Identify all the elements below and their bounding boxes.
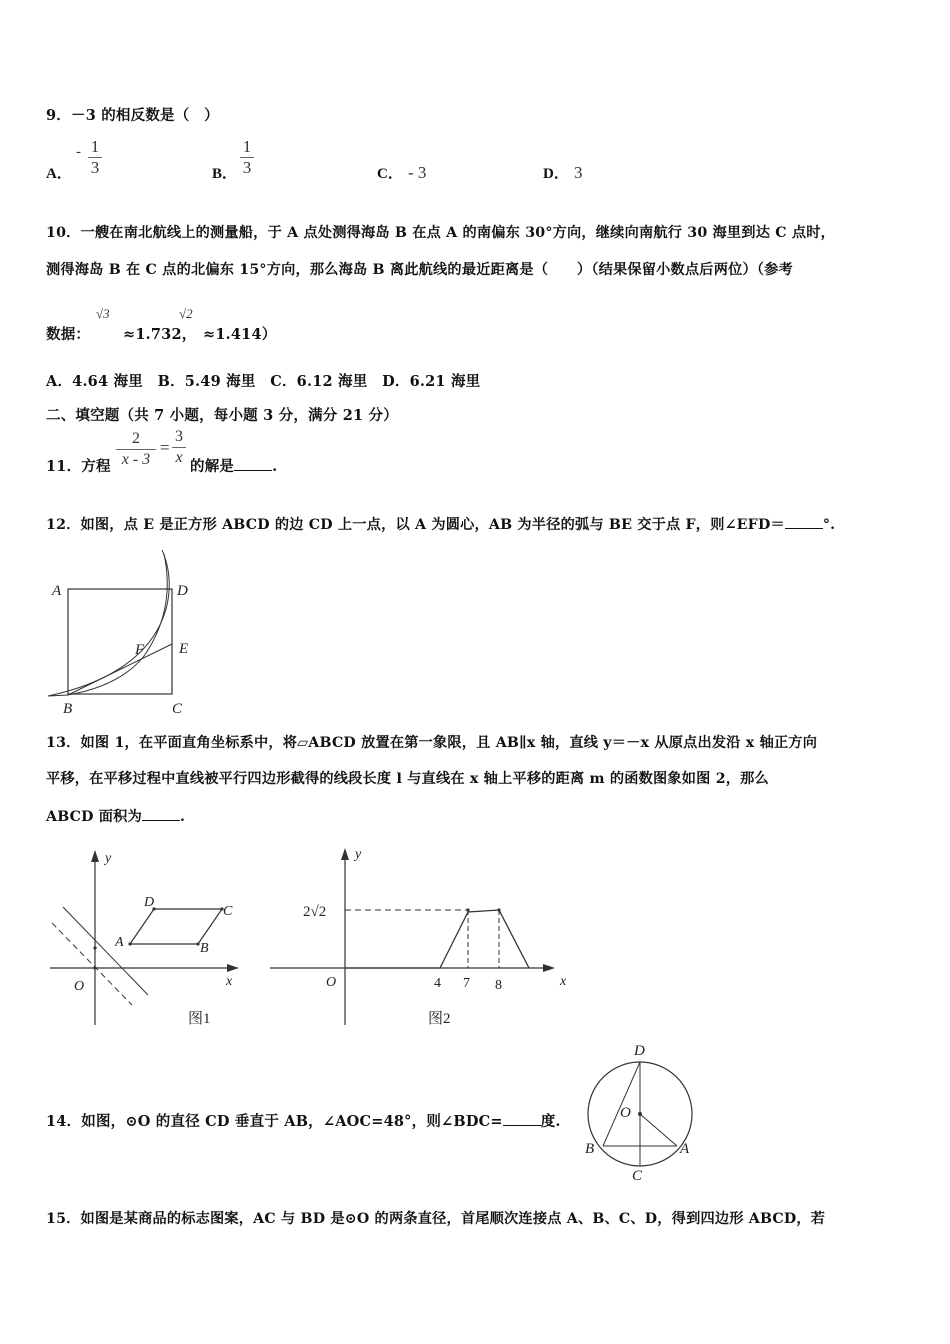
svg-text:4: 4 bbox=[434, 976, 441, 991]
q13-line2: 平移，在平移过程中直线被平行四边形截得的线段长度 l 与直线在 x 轴上平移的距离 m 的函数图象如图 2，那么 bbox=[46, 771, 769, 787]
q12-square-figure bbox=[40, 550, 210, 720]
fraction-one-third: 1 3 bbox=[88, 138, 102, 177]
q11-prefix: 11．方程 bbox=[46, 458, 111, 475]
q13-line1: 13．如图 1，在平面直角坐标系中，将▱ABCD 放置在第一象限，且 AB∥x 轴，直线 y＝－x 从原点出发沿 x 轴正方向 bbox=[46, 735, 818, 751]
svg-text:C: C bbox=[632, 1168, 643, 1184]
svg-text:A: A bbox=[52, 583, 62, 599]
svg-text:D: D bbox=[634, 1043, 645, 1059]
svg-text:x: x bbox=[560, 974, 567, 989]
equals-sign: = bbox=[160, 438, 170, 457]
svg-text:O: O bbox=[74, 979, 85, 994]
q13-figure-2-function-graph bbox=[265, 840, 575, 1035]
q10-reference-data bbox=[46, 306, 466, 342]
ref-prefix: 数据： bbox=[46, 326, 91, 343]
q9-stem: 9．－3 的相反数是（ ） bbox=[46, 107, 219, 124]
svg-text:D: D bbox=[177, 583, 188, 599]
option-label: D． bbox=[543, 166, 569, 182]
svg-text:A: A bbox=[680, 1141, 690, 1157]
svg-text:y: y bbox=[355, 847, 362, 862]
svg-text:A: A bbox=[115, 935, 124, 950]
svg-text:y: y bbox=[105, 851, 112, 866]
svg-text:B: B bbox=[585, 1141, 595, 1157]
svg-text:图2: 图2 bbox=[428, 1011, 451, 1027]
fraction-rhs: 3 x bbox=[172, 428, 186, 467]
svg-text:B: B bbox=[63, 701, 73, 717]
svg-text:B: B bbox=[200, 941, 209, 956]
q10-options[interactable]: A．4.64 海里 B．5.49 海里 C．6.12 海里 D．6.21 海里 bbox=[46, 373, 481, 390]
sqrt3-symbol: √3 bbox=[96, 306, 110, 321]
fraction-one-third: 1 3 bbox=[240, 138, 254, 177]
answer-blank[interactable] bbox=[503, 1113, 541, 1126]
svg-text:C: C bbox=[172, 701, 183, 717]
svg-text:2√2: 2√2 bbox=[303, 904, 327, 920]
minus-sign: - bbox=[76, 144, 81, 160]
q13-line3: ABCD 面积为 . bbox=[46, 809, 186, 825]
option-value: 3 bbox=[573, 163, 583, 182]
option-value: - 3 bbox=[407, 163, 427, 182]
svg-text:8: 8 bbox=[495, 978, 502, 993]
svg-text:F: F bbox=[135, 642, 145, 658]
q14-circle-figure bbox=[575, 1035, 705, 1185]
q9-option-c[interactable] bbox=[377, 162, 426, 183]
option-label: C． bbox=[377, 166, 403, 182]
fraction-lhs: 2 x - 3 bbox=[116, 430, 156, 469]
svg-text:O: O bbox=[620, 1105, 631, 1121]
q15-line1: 15．如图是某商品的标志图案，AC 与 BD 是⊙O 的两条直径，首尾顺次连接点 A、B、C、D，得到四边形 ABCD，若 bbox=[46, 1211, 826, 1227]
q12-stem: 12．如图，点 E 是正方形 ABCD 的边 CD 上一点，以 A 为圆心，AB 为半径的弧与 BE 交于点 F，则∠EFD＝ °. bbox=[46, 517, 836, 533]
svg-text:O: O bbox=[326, 975, 337, 990]
svg-text:D: D bbox=[144, 895, 155, 910]
section-heading-fill-in: 二、填空题（共 7 小题，每小题 3 分，满分 21 分） bbox=[46, 407, 398, 424]
svg-text:x: x bbox=[226, 974, 233, 989]
q11 bbox=[46, 428, 306, 476]
svg-text:图1: 图1 bbox=[188, 1011, 211, 1027]
q9-option-d[interactable] bbox=[543, 162, 582, 183]
sqrt2-value: ≈1.414） bbox=[203, 326, 277, 343]
q10-line2: 测得海岛 B 在 C 点的北偏东 15°方向，那么海岛 B 离此航线的最近距离是（ ）（结果保留小数点后两位）（参考 bbox=[46, 262, 793, 278]
q9-option-b[interactable] bbox=[212, 138, 272, 184]
svg-text:7: 7 bbox=[463, 976, 470, 991]
answer-blank[interactable] bbox=[142, 808, 180, 821]
svg-text:C: C bbox=[223, 904, 233, 919]
answer-blank[interactable] bbox=[785, 516, 823, 529]
option-label: B． bbox=[212, 166, 238, 182]
q9-option-a[interactable] bbox=[46, 138, 116, 184]
svg-text:E: E bbox=[179, 641, 189, 657]
answer-blank[interactable] bbox=[234, 458, 272, 471]
q11-suffix: 的解是 . bbox=[190, 458, 278, 475]
q13-figure-1 bbox=[40, 840, 260, 1035]
option-label: A． bbox=[46, 166, 72, 182]
q14-stem: 14．如图，⊙O 的直径 CD 垂直于 AB，∠AOC=48°，则∠BDC= 度. bbox=[46, 1113, 561, 1130]
sqrt2-symbol: √2 bbox=[179, 306, 193, 321]
sqrt3-value: ≈1.732， bbox=[123, 326, 197, 343]
q10-line1: 10．一艘在南北航线上的测量船，于 A 点处测得海岛 B 在点 A 的南偏东 30°方向，继续向南航行 30 海里到达 C 点时， bbox=[46, 225, 836, 241]
